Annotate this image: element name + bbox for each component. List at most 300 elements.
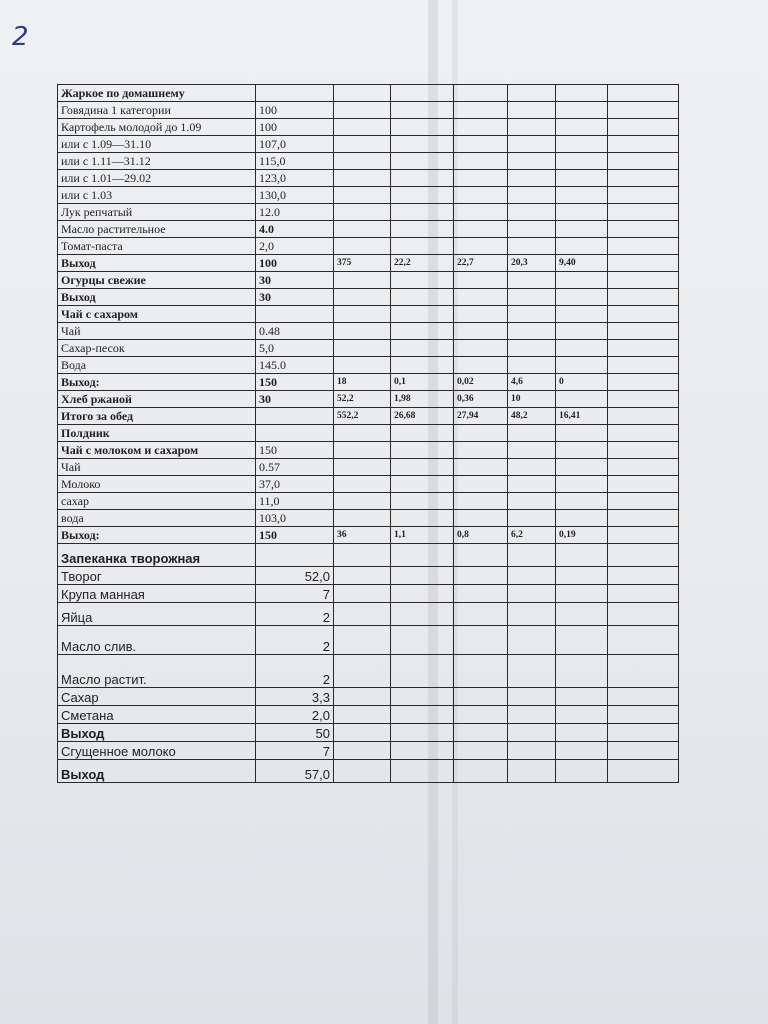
empty-cell — [454, 626, 508, 655]
empty-cell — [608, 476, 679, 493]
nutrition-value — [556, 391, 608, 408]
empty-cell — [608, 289, 679, 306]
menu-row — [58, 85, 679, 102]
nutrition-value — [454, 340, 508, 357]
empty-cell — [334, 655, 391, 688]
casserole-row — [58, 742, 679, 760]
empty-cell — [608, 153, 679, 170]
empty-cell — [508, 742, 556, 760]
nutrition-value — [556, 272, 608, 289]
item-amount: 50 — [256, 724, 334, 742]
empty-cell — [508, 603, 556, 626]
nutrition-value — [391, 459, 454, 476]
empty-cell — [608, 204, 679, 221]
empty-cell — [508, 724, 556, 742]
item-name: Сгущенное молоко — [58, 742, 256, 760]
empty-cell — [608, 255, 679, 272]
empty-cell — [391, 567, 454, 585]
item-name: Чай — [58, 323, 256, 340]
empty-cell — [391, 655, 454, 688]
nutrition-value — [508, 476, 556, 493]
nutrition-value — [454, 476, 508, 493]
nutrition-value — [334, 442, 391, 459]
empty-cell — [608, 357, 679, 374]
empty-cell — [556, 626, 608, 655]
item-name: или с 1.03 — [58, 187, 256, 204]
item-amount — [256, 544, 334, 567]
empty-cell — [556, 724, 608, 742]
nutrition-value — [454, 221, 508, 238]
nutrition-value — [556, 340, 608, 357]
nutrition-value — [508, 289, 556, 306]
empty-cell — [334, 585, 391, 603]
nutrition-value — [334, 323, 391, 340]
item-amount: 2,0 — [256, 706, 334, 724]
nutrition-value — [334, 459, 391, 476]
menu-row — [58, 357, 679, 374]
item-amount: 7 — [256, 585, 334, 603]
nutrition-value — [334, 85, 391, 102]
nutrition-value — [556, 510, 608, 527]
empty-cell — [556, 706, 608, 724]
empty-cell — [508, 706, 556, 724]
nutrition-value: 20,3 — [508, 255, 556, 272]
nutrition-value — [454, 493, 508, 510]
item-name: Крупа манная — [58, 585, 256, 603]
nutrition-value — [508, 323, 556, 340]
empty-cell — [391, 626, 454, 655]
item-amount: 0.57 — [256, 459, 334, 476]
nutrition-value — [556, 306, 608, 323]
menu-row — [58, 306, 679, 323]
item-name: Чай с молоком и сахаром — [58, 442, 256, 459]
nutrition-value — [556, 493, 608, 510]
nutrition-value — [334, 425, 391, 442]
empty-cell — [334, 742, 391, 760]
empty-cell — [608, 567, 679, 585]
nutrition-value — [334, 357, 391, 374]
page-number: 2 — [12, 22, 29, 52]
item-amount: 130,0 — [256, 187, 334, 204]
empty-cell — [556, 742, 608, 760]
menu-row — [58, 255, 679, 272]
item-amount: 2 — [256, 603, 334, 626]
item-amount: 150 — [256, 442, 334, 459]
nutrition-value — [454, 289, 508, 306]
nutrition-value — [334, 476, 391, 493]
nutrition-value — [391, 510, 454, 527]
nutrition-value — [391, 306, 454, 323]
nutrition-value — [556, 476, 608, 493]
item-amount: 103,0 — [256, 510, 334, 527]
empty-cell — [608, 187, 679, 204]
item-amount: 5,0 — [256, 340, 334, 357]
empty-cell — [608, 742, 679, 760]
item-name: Чай — [58, 459, 256, 476]
item-name: Выход — [58, 255, 256, 272]
nutrition-value — [454, 204, 508, 221]
casserole-row — [58, 567, 679, 585]
casserole-row — [58, 724, 679, 742]
nutrition-value — [334, 221, 391, 238]
nutrition-value — [391, 476, 454, 493]
empty-cell — [556, 655, 608, 688]
empty-cell — [608, 706, 679, 724]
item-name: Масло растительное — [58, 221, 256, 238]
item-amount — [256, 408, 334, 425]
empty-cell — [508, 760, 556, 783]
nutrition-value — [508, 493, 556, 510]
nutrition-value: 22,2 — [391, 255, 454, 272]
empty-cell — [556, 688, 608, 706]
item-amount: 100 — [256, 255, 334, 272]
empty-cell — [334, 760, 391, 783]
nutrition-value: 1,1 — [391, 527, 454, 544]
empty-cell — [608, 272, 679, 289]
nutrition-value: 0,36 — [454, 391, 508, 408]
menu-row — [58, 476, 679, 493]
nutrition-value: 52,2 — [334, 391, 391, 408]
nutrition-value — [508, 272, 556, 289]
menu-row — [58, 323, 679, 340]
nutrition-value — [391, 221, 454, 238]
menu-row — [58, 493, 679, 510]
item-name: Говядина 1 категории — [58, 102, 256, 119]
item-name: сахар — [58, 493, 256, 510]
empty-cell — [608, 136, 679, 153]
nutrition-value — [556, 425, 608, 442]
item-amount: 2,0 — [256, 238, 334, 255]
menu-row — [58, 391, 679, 408]
item-name: Сметана — [58, 706, 256, 724]
nutrition-value — [454, 306, 508, 323]
nutrition-value — [508, 459, 556, 476]
nutrition-value — [508, 306, 556, 323]
empty-cell — [454, 742, 508, 760]
nutrition-value — [454, 425, 508, 442]
empty-cell — [608, 760, 679, 783]
empty-cell — [608, 603, 679, 626]
item-name: Полдник — [58, 425, 256, 442]
nutrition-value — [334, 153, 391, 170]
nutrition-value — [454, 119, 508, 136]
nutrition-value — [391, 170, 454, 187]
nutrition-value — [334, 187, 391, 204]
menu-row — [58, 408, 679, 425]
menu-row — [58, 119, 679, 136]
empty-cell — [608, 459, 679, 476]
item-amount: 3,3 — [256, 688, 334, 706]
empty-cell — [334, 567, 391, 585]
item-name: Выход — [58, 289, 256, 306]
nutrition-value: 375 — [334, 255, 391, 272]
empty-cell — [454, 603, 508, 626]
item-name: Сахар — [58, 688, 256, 706]
nutrition-value — [508, 442, 556, 459]
nutrition-value — [556, 119, 608, 136]
nutrition-value — [391, 357, 454, 374]
item-amount — [256, 425, 334, 442]
nutrition-value — [508, 136, 556, 153]
nutrition-value — [556, 459, 608, 476]
casserole-row — [58, 760, 679, 783]
nutrition-value — [508, 510, 556, 527]
nutrition-value — [454, 323, 508, 340]
menu-rows — [58, 85, 679, 544]
nutrition-value: 0 — [556, 374, 608, 391]
item-amount: 52,0 — [256, 567, 334, 585]
nutrition-value — [454, 272, 508, 289]
item-amount: 2 — [256, 655, 334, 688]
empty-cell — [454, 688, 508, 706]
menu-row — [58, 187, 679, 204]
item-amount: 150 — [256, 527, 334, 544]
empty-cell — [556, 544, 608, 567]
casserole-row — [58, 655, 679, 688]
item-name: Лук репчатый — [58, 204, 256, 221]
empty-cell — [556, 567, 608, 585]
nutrition-value: 6,2 — [508, 527, 556, 544]
empty-cell — [608, 442, 679, 459]
nutrition-value: 18 — [334, 374, 391, 391]
nutrition-value — [508, 187, 556, 204]
casserole-row — [58, 706, 679, 724]
menu-sheet — [57, 84, 678, 783]
item-amount — [256, 306, 334, 323]
nutrition-value: 10 — [508, 391, 556, 408]
item-name: или с 1.09—31.10 — [58, 136, 256, 153]
nutrition-value: 48,2 — [508, 408, 556, 425]
empty-cell — [556, 603, 608, 626]
empty-cell — [608, 527, 679, 544]
nutrition-value — [334, 340, 391, 357]
nutrition-value — [454, 170, 508, 187]
nutrition-value: 0,02 — [454, 374, 508, 391]
nutrition-value — [391, 289, 454, 306]
item-amount: 107,0 — [256, 136, 334, 153]
nutrition-value — [391, 102, 454, 119]
item-name: Выход — [58, 724, 256, 742]
item-name: Картофель молодой до 1.09 — [58, 119, 256, 136]
menu-row — [58, 170, 679, 187]
empty-cell — [508, 655, 556, 688]
menu-row — [58, 272, 679, 289]
nutrition-value — [508, 238, 556, 255]
empty-cell — [608, 655, 679, 688]
nutrition-value — [454, 136, 508, 153]
empty-cell — [608, 85, 679, 102]
nutrition-value — [556, 221, 608, 238]
nutrition-value — [334, 170, 391, 187]
empty-cell — [508, 585, 556, 603]
item-name: Итого за обед — [58, 408, 256, 425]
nutrition-value — [391, 153, 454, 170]
nutrition-value — [391, 323, 454, 340]
item-amount: 37,0 — [256, 476, 334, 493]
empty-cell — [454, 655, 508, 688]
nutrition-value — [334, 289, 391, 306]
nutrition-value — [508, 204, 556, 221]
nutrition-value — [334, 272, 391, 289]
empty-cell — [556, 760, 608, 783]
empty-cell — [608, 425, 679, 442]
item-name: Выход — [58, 760, 256, 783]
nutrition-value: 16,41 — [556, 408, 608, 425]
empty-cell — [608, 510, 679, 527]
empty-cell — [608, 374, 679, 391]
empty-cell — [556, 585, 608, 603]
nutrition-value — [556, 170, 608, 187]
nutrition-value — [334, 306, 391, 323]
nutrition-value: 9,40 — [556, 255, 608, 272]
nutrition-value — [508, 357, 556, 374]
empty-cell — [391, 688, 454, 706]
item-amount: 123,0 — [256, 170, 334, 187]
nutrition-value — [391, 136, 454, 153]
empty-cell — [391, 760, 454, 783]
item-amount: 150 — [256, 374, 334, 391]
item-amount: 115,0 — [256, 153, 334, 170]
item-amount: 30 — [256, 289, 334, 306]
item-name: Огурцы свежие — [58, 272, 256, 289]
empty-cell — [608, 306, 679, 323]
empty-cell — [608, 170, 679, 187]
item-amount: 7 — [256, 742, 334, 760]
item-amount — [256, 85, 334, 102]
item-name: или с 1.01—29.02 — [58, 170, 256, 187]
nutrition-value — [508, 425, 556, 442]
nutrition-value — [556, 187, 608, 204]
nutrition-value — [334, 136, 391, 153]
empty-cell — [608, 221, 679, 238]
item-name: Жаркое по домашнему — [58, 85, 256, 102]
item-amount: 57,0 — [256, 760, 334, 783]
nutrition-value — [454, 102, 508, 119]
empty-cell — [454, 724, 508, 742]
nutrition-value — [556, 204, 608, 221]
empty-cell — [608, 408, 679, 425]
nutrition-value — [508, 221, 556, 238]
menu-row — [58, 204, 679, 221]
item-amount: 145.0 — [256, 357, 334, 374]
item-name: Масло растит. — [58, 655, 256, 688]
nutrition-value: 27,94 — [454, 408, 508, 425]
empty-cell — [508, 567, 556, 585]
empty-cell — [608, 323, 679, 340]
nutrition-value: 0,1 — [391, 374, 454, 391]
nutrition-value — [391, 204, 454, 221]
item-amount: 100 — [256, 119, 334, 136]
nutrition-value — [334, 102, 391, 119]
empty-cell — [608, 119, 679, 136]
empty-cell — [508, 626, 556, 655]
casserole-row — [58, 544, 679, 567]
menu-row — [58, 459, 679, 476]
nutrition-value — [391, 442, 454, 459]
item-name: вода — [58, 510, 256, 527]
nutrition-value — [454, 153, 508, 170]
nutrition-value — [334, 119, 391, 136]
item-name: Творог — [58, 567, 256, 585]
nutrition-value — [556, 102, 608, 119]
empty-cell — [391, 603, 454, 626]
nutrition-value — [391, 493, 454, 510]
menu-row — [58, 442, 679, 459]
item-name: Томат-паста — [58, 238, 256, 255]
empty-cell — [334, 603, 391, 626]
empty-cell — [608, 391, 679, 408]
nutrition-value: 1,98 — [391, 391, 454, 408]
nutrition-value — [454, 238, 508, 255]
item-amount: 12.0 — [256, 204, 334, 221]
nutrition-value — [334, 493, 391, 510]
empty-cell — [608, 626, 679, 655]
item-name: Хлеб ржаной — [58, 391, 256, 408]
nutrition-value: 22,7 — [454, 255, 508, 272]
empty-cell — [391, 585, 454, 603]
empty-cell — [608, 340, 679, 357]
nutrition-value — [556, 442, 608, 459]
nutrition-value — [391, 425, 454, 442]
empty-cell — [454, 567, 508, 585]
nutrition-value — [334, 510, 391, 527]
nutrition-value — [334, 204, 391, 221]
menu-row — [58, 102, 679, 119]
empty-cell — [391, 544, 454, 567]
nutrition-value — [391, 272, 454, 289]
nutrition-value — [391, 85, 454, 102]
casserole-row — [58, 585, 679, 603]
menu-table — [57, 84, 679, 783]
nutrition-value — [556, 238, 608, 255]
casserole-rows — [58, 544, 679, 783]
casserole-row — [58, 626, 679, 655]
item-name: Выход: — [58, 374, 256, 391]
nutrition-value: 4,6 — [508, 374, 556, 391]
nutrition-value — [508, 85, 556, 102]
item-name: Масло слив. — [58, 626, 256, 655]
empty-cell — [608, 544, 679, 567]
empty-cell — [334, 626, 391, 655]
empty-cell — [334, 724, 391, 742]
menu-row — [58, 527, 679, 544]
empty-cell — [454, 706, 508, 724]
menu-row — [58, 340, 679, 357]
nutrition-value: 0,19 — [556, 527, 608, 544]
empty-cell — [608, 688, 679, 706]
item-amount: 11,0 — [256, 493, 334, 510]
nutrition-value — [391, 187, 454, 204]
menu-row — [58, 510, 679, 527]
item-name: Выход: — [58, 527, 256, 544]
nutrition-value — [454, 357, 508, 374]
nutrition-value — [454, 187, 508, 204]
empty-cell — [608, 102, 679, 119]
nutrition-value — [454, 442, 508, 459]
nutrition-value — [508, 102, 556, 119]
casserole-row — [58, 603, 679, 626]
nutrition-value — [556, 85, 608, 102]
item-name: или с 1.11—31.12 — [58, 153, 256, 170]
empty-cell — [608, 724, 679, 742]
empty-cell — [508, 544, 556, 567]
item-amount: 100 — [256, 102, 334, 119]
casserole-row — [58, 688, 679, 706]
empty-cell — [454, 544, 508, 567]
item-name: Чай с сахаром — [58, 306, 256, 323]
menu-row — [58, 425, 679, 442]
menu-row — [58, 289, 679, 306]
